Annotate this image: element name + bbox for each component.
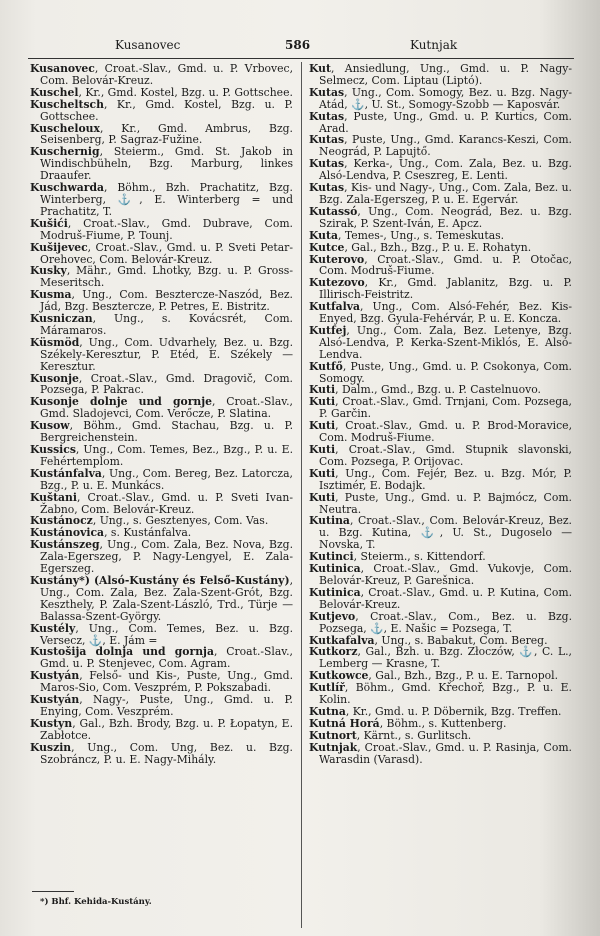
entry-headword: Kutas — [309, 181, 345, 195]
entry-headword: Kutkorz — [309, 645, 358, 659]
entry-headword: Kuta — [309, 228, 338, 242]
gazetteer-entry: Kustošija dolnja und gornja, Croat.-Slav., Gmd. u. P. Stenjevec, Com. Agram. — [30, 645, 293, 671]
gazetteer-entry: Kuti, Croat.-Slav., Gmd. Stupnik slavonski, Com. Pozsega, P. Orijovac. — [309, 443, 572, 468]
gazetteer-entry: Kuti, Croat.-Slav., Gmd. Trnjani, Com. Pozsega, P. Garčin. — [309, 395, 572, 421]
gazetteer-entry: Kutas, Kerka-, Ung., Com. Zala, Bez. u. Bzg. Alsó-Lendva, P. Cseszreg, E. Lenti. — [309, 157, 572, 183]
entry-headword: Kuszin — [30, 740, 72, 754]
running-header — [30, 38, 570, 54]
gazetteer-entry: Kutlíř, Böhm., Gmd. Křechoř, Bzg., P. u. E. Kolin. — [309, 681, 572, 707]
gazetteer-entry: Kutkorz, Gal., Bzh. u. Bzg. Złoczów, ⚓, C. L., Lemberg — Krasne, T. — [309, 645, 572, 671]
entry-headword: Kutas — [309, 157, 345, 171]
entry-headword: Kustánocz — [30, 514, 93, 528]
entry-headword: Kutfalva — [309, 300, 360, 314]
gazetteer-entry: Kuštani, Croat.-Slav., Gmd. u. P. Sveti Ivan-Žabno, Com. Belovár-Kreuz. — [30, 490, 293, 516]
entry-headword: Kutna — [309, 704, 346, 718]
entry-headword: Kusow — [30, 419, 70, 433]
gazetteer-entry: Kutfej, Ung., Com. Zala, Bez. Letenye, Bzg. Alsó-Lendva, P. Kerka-Szent-Miklós, E. Alsó-Lendva. — [309, 323, 572, 361]
entry-headword: Kuti — [309, 395, 336, 409]
entry-headword: Kutfej — [309, 323, 347, 337]
entry-headword: Kutina — [309, 514, 350, 528]
gazetteer-entry: Kussics, Ung., Com. Temes, Bez., Bzg., P. u. E. Fehértemplom. — [30, 443, 293, 468]
gazetteer-entry: Kutce, Gal., Bzh., Bzg., P. u. E. Rohatyn. — [309, 240, 532, 254]
entry-headword: Kustánszeg — [30, 538, 100, 552]
gazetteer-entry: Kustánocz, Ung., s. Gesztenyes, Com. Vas. — [30, 514, 269, 528]
entry-headword: Kusniczan — [30, 312, 93, 326]
entry-headword: Kuscheloux — [30, 121, 100, 135]
gazetteer-entry: Kusanovec, Croat.-Slav., Gmd. u. P. Vrbovec, Com. Belovár-Kreuz. — [30, 62, 293, 87]
gazetteer-entry: Kutfalva, Ung., Com. Alsó-Fehér, Bez. Kis-Enyed, Bzg. Gyula-Fehérvár, P. u. E. Koncza. — [309, 300, 572, 326]
gazetteer-entry: Kustány*) (Alsó-Kustány és Felső-Kustány), Ung., Com. Zala, Bez. Zala-Szent-Grót, Bzg. Keszthely, P. Zala-Szent-László, Trd., Türje — Balassa-Szent-György. — [30, 573, 293, 623]
entry-headword: Kuti — [309, 466, 336, 480]
column-divider — [301, 62, 302, 928]
entry-headword: Kustyn — [30, 716, 73, 730]
entry-headword: Kutfő — [309, 359, 343, 373]
gazetteer-entry: Kuti, Dalm., Gmd., Bzg. u. P. Castelnuovo. — [309, 383, 541, 397]
entry-headword: Kuschwarda — [30, 181, 105, 195]
entry-headword: Kuti — [309, 443, 336, 456]
gazetteer-entry: Kuti, Ung., Com. Fejér, Bez. u. Bzg. Mór, P. Isztimér, E. Bodajk. — [309, 466, 572, 492]
gazetteer-entry: Kustánfalva, Ung., Com. Bereg, Bez. Latorcza, Bzg., P. u. E. Munkács. — [30, 466, 293, 492]
gazetteer-entry: Kusonje, Croat.-Slav., Gmd. Dragovič, Com. Pozsega, P. Pakrac. — [30, 371, 293, 397]
gazetteer-entry: Kutas, Puste, Ung., Gmd. u. P. Kurtics, Com. Arad. — [309, 109, 572, 135]
entry-headword: Kutlíř — [309, 681, 345, 695]
entry-headword: Kustánovica — [30, 526, 105, 540]
gazetteer-entry: Kuti, Croat.-Slav., Gmd. u. P. Brod-Moravice, Com. Modruš-Fiume. — [309, 419, 572, 445]
gazetteer-entry: Kušići, Croat.-Slav., Gmd. Dubrave, Com. Modruš-Fiume, P. Tounj. — [30, 216, 293, 242]
entry-headword: Kutinci — [309, 550, 354, 564]
entry-headword: Kusma — [30, 288, 72, 302]
entry-headword: Kut — [309, 62, 331, 75]
gazetteer-entry: Kustély, Ung., Com. Temes, Bez. u. Bzg. Versecz, ⚓, E. Jám = — [30, 621, 293, 647]
gazetteer-entry: Kuti, Puste, Ung., Gmd. u. P. Bajmócz, Com. Neutra. — [309, 490, 572, 516]
right-column — [309, 63, 572, 765]
footnote-rule — [32, 891, 74, 892]
entry-headword: Kustyán — [30, 669, 80, 683]
gazetteer-entry: Kutinci, Steierm., s. Kittendorf. — [309, 550, 486, 564]
entry-headword: Kuschel — [30, 85, 79, 99]
gazetteer-entry: Kusow, Böhm., Gmd. Stachau, Bzg. u. P. Bergreichenstein. — [30, 419, 293, 445]
header-left-keyword: Kusanovec — [115, 38, 181, 52]
entry-headword: Kutná Horá — [309, 716, 380, 730]
page-number: 586 — [285, 38, 311, 52]
gazetteer-entry: Kutjevo, Croat.-Slav., Com., Bez. u. Bzg. Pozsega, ⚓, E. Našic = Pozsega, T. — [309, 609, 572, 635]
entry-headword: Kuštani — [30, 490, 78, 504]
entry-headword: Kuti — [309, 419, 336, 433]
gazetteer-entry: Kuschel, Kr., Gmd. Kostel, Bzg. u. P. Gottschee. — [30, 85, 293, 99]
gazetteer-entry: Kutas, Ung., Com. Somogy, Bez. u. Bzg. Nagy-Atád, ⚓, U. St., Somogy-Szobb — Kaposvár. — [309, 85, 572, 111]
gazetteer-entry: Kutezovo, Kr., Gmd. Jablanitz, Bzg. u. P. Illirisch-Feistritz. — [309, 276, 572, 302]
entry-headword: Kutas — [309, 109, 345, 123]
gazetteer-entry: Kutassó, Ung., Com. Neográd, Bez. u. Bzg. Szirak, P. Szent-Iván, E. Apcz. — [309, 204, 572, 230]
gazetteer-entry: Kutkafalva, Ung., s. Babakut, Com. Bereg. — [309, 633, 548, 647]
entry-headword: Kusonje dolnje und gornje — [30, 395, 213, 409]
gazetteer-entry: Kuszin, Ung., Com. Ung, Bez. u. Bzg. Szobráncz, P. u. E. Nagy-Mihály. — [30, 740, 293, 766]
header-right-keyword: Kutnjak — [410, 38, 458, 52]
entry-headword: Kutassó — [309, 204, 358, 218]
gazetteer-entry: Kutinica, Croat.-Slav., Gmd. Vukovje, Com. Belovár-Kreuz, P. Garešnica. — [309, 562, 572, 587]
gazetteer-entry: Kuschwarda, Böhm., Bzh. Prachatitz, Bzg. Winterberg, ⚓, E. Winterberg = und Prachatitz, T. — [30, 181, 293, 218]
gazetteer-entry: Kuta, Temes-, Ung., s. Temeskutas. — [309, 228, 505, 242]
gazetteer-entry: Kutná Horá, Böhm., s. Kuttenberg. — [309, 716, 507, 730]
entry-headword: Kušijevec — [30, 240, 88, 254]
left-column — [30, 63, 293, 765]
entry-headword: Kustošija dolnja und gornja — [30, 645, 214, 659]
gazetteer-entry: Kustyn, Gal., Bzh. Brody, Bzg. u. P. Łopatyn, E. Zabłotce. — [30, 716, 293, 742]
entry-headword: Kutkafalva — [309, 633, 375, 647]
gazetteer-entry: Kutfő, Puste, Ung., Gmd. u. P. Csokonya, Com. Somogy. — [309, 359, 572, 385]
entry-headword: Kussics — [30, 443, 76, 456]
gazetteer-entry: Kustánszeg, Ung., Com. Zala, Bez. Nova, Bzg. Zala-Egerszeg, P. Nagy-Lengyel, E. Zala-Egerszeg. — [30, 538, 293, 576]
entry-headword: Kutnjak — [309, 740, 358, 754]
entry-headword: Kutce — [309, 240, 345, 254]
gazetteer-entry: Kuscheltsch, Kr., Gmd. Kostel, Bzg. u. P. Gottschee. — [30, 97, 293, 123]
gazetteer-entry: Kutkowce, Gal., Bzh., Bzg., P. u. E. Tarnopol. — [309, 669, 558, 683]
gazetteer-entry: Kutas, Puste, Ung., Gmd. Karancs-Keszi, Com. Neográd, P. Lapujtő. — [309, 133, 572, 159]
gazetteer-entry: Küsmöd, Ung., Com. Udvarhely, Bez. u. Bzg. Székely-Keresztur, P. Etéd, E. Székely — Keresztur. — [30, 335, 293, 373]
gazetteer-entry: Kuterovo, Croat.-Slav., Gmd. u. P. Otočac, Com. Modruš-Fiume. — [309, 252, 572, 278]
entry-headword: Kutas — [309, 85, 345, 99]
entry-headword: Kutnort — [309, 728, 357, 742]
gazetteer-entry: Kuscheloux, Kr., Gmd. Ambrus, Bzg. Seisenberg, P. Sagraz-Fužine. — [30, 121, 293, 147]
footnote: *) Bhf. Kehida-Kustány. — [40, 897, 152, 907]
entry-headword: Kušići — [30, 216, 68, 230]
gazetteer-entry: Kustyán, Felső- und Kis-, Puste, Ung., Gmd. Maros-Sio, Com. Veszprém, P. Pokszabadi. — [30, 669, 293, 695]
entry-headword: Kusanovec — [30, 62, 95, 75]
entry-headword: Kutinica — [309, 562, 361, 576]
gazetteer-entry: Kusky, Mähr., Gmd. Lhotky, Bzg. u. P. Gross-Meseritsch. — [30, 264, 293, 290]
gazetteer-entry: Kušijevec, Croat.-Slav., Gmd. u. P. Sveti Petar-Orehovec, Com. Belovár-Kreuz. — [30, 240, 293, 266]
gazetteer-entry: Kutnort, Kärnt., s. Gurlitsch. — [309, 728, 472, 742]
gazetteer-entry: Kustánovica, s. Kustánfalva. — [30, 526, 192, 540]
gazetteer-entry: Kuschernig, Steierm., Gmd. St. Jakob in Windischbüheln, Bzg. Marburg, linkes Draaufer. — [30, 145, 293, 183]
gazetteer-entry: Kutinica, Croat.-Slav., Gmd. u. P. Kutina, Com. Belovár-Kreuz. — [309, 585, 572, 611]
entry-headword: Kusky — [30, 264, 67, 278]
entry-headword: Kutkowce — [309, 669, 369, 683]
entry-headword: Kutjevo — [309, 609, 356, 623]
entry-headword: Kuti — [309, 383, 336, 397]
entry-headword: Kuterovo — [309, 252, 365, 266]
gazetteer-entry: Kustyán, Nagy-, Puste, Ung., Gmd. u. P. Enying, Com. Veszprém. — [30, 693, 293, 718]
gazetteer-entry: Kusniczan, Ung., s. Kovácsrét, Com. Máramaros. — [30, 312, 293, 337]
entry-headword: Kutinica — [309, 585, 361, 599]
gazetteer-entry: Kutina, Croat.-Slav., Com. Belovár-Kreuz, Bez. u. Bzg. Kutina, ⚓, U. St., Dugoselo — Novska, T. — [309, 514, 572, 552]
entry-headword: Kuschernig — [30, 145, 100, 159]
entry-headword: Kustány*) (Alsó-Kustány és Felső-Kustány) — [30, 573, 290, 587]
gazetteer-entry: Kutna, Kr., Gmd. u. P. Döbernik, Bzg. Treffen. — [309, 704, 562, 718]
entry-headword: Kuscheltsch — [30, 97, 104, 111]
entry-headword: Kuti — [309, 490, 336, 504]
entry-headword: Küsmöd — [30, 335, 80, 349]
entry-headword: Kustyán — [30, 693, 80, 707]
entry-headword: Kusonje — [30, 371, 79, 385]
entry-headword: Kutezovo — [309, 276, 365, 290]
gazetteer-entry: Kusma, Ung., Com. Beszterczе-Naszód, Bez. Jád, Bzg. Beszterczе, P. Petres, E. Bistritz. — [30, 288, 293, 314]
gazetteer-entry: Kutnjak, Croat.-Slav., Gmd. u. P. Rasinja, Com. Warasdin (Varasd). — [309, 740, 572, 766]
gazetteer-entry: Kut, Ansiedlung, Ung., Gmd. u. P. Nagy-Selmecz, Com. Liptau (Liptó). — [309, 62, 572, 87]
entry-headword: Kutas — [309, 133, 345, 147]
header-rule — [28, 58, 574, 59]
entry-headword: Kustánfalva — [30, 466, 102, 480]
gazetteer-entry: Kutas, Kis- und Nagy-, Ung., Com. Zala, Bez. u. Bzg. Zala-Egerszeg, P. u. E. Egervár. — [309, 181, 572, 206]
gazetteer-entry: Kusonje dolnje und gornje, Croat.-Slav., Gmd. Sladojevci, Com. Verőcze, P. Slatina. — [30, 395, 293, 421]
entry-headword: Kustély — [30, 621, 76, 635]
